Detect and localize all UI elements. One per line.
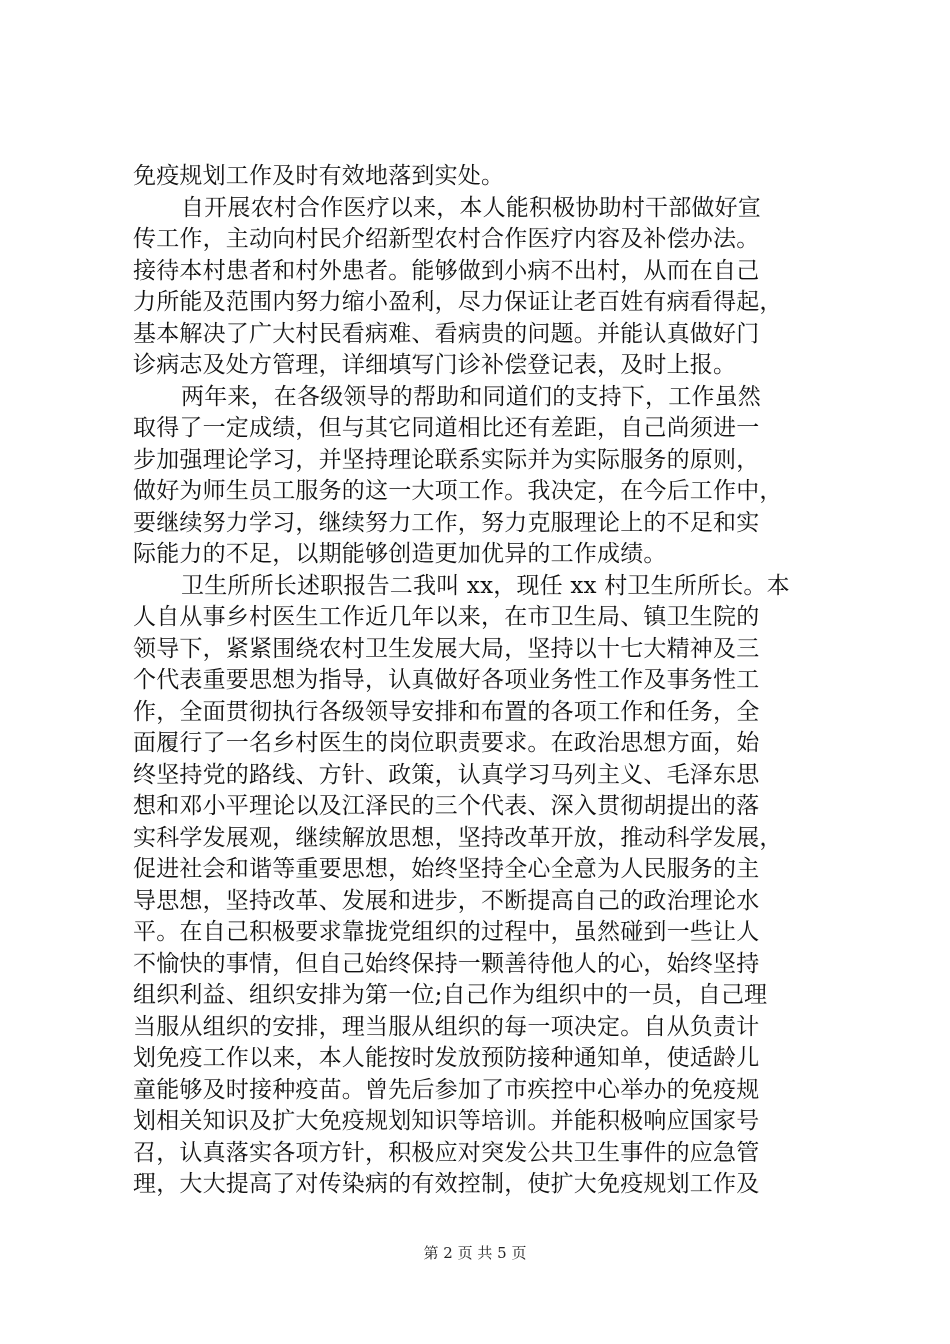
text-line: 个代表重要思想为指导，认真做好各项业务性工作及事务性工 <box>133 667 760 693</box>
text-line: 免疫规划工作及时有效地落到实处。 <box>133 163 505 189</box>
text-line: 力所能及范围内努力缩小盈利，尽力保证让老百姓有病看得起， <box>133 289 783 315</box>
text-line: 步加强理论学习，并坚持理论联系实际并为实际服务的原则， <box>133 446 760 473</box>
text-line: 想和邓小平理论以及江泽民的三个代表、深入贯彻胡提出的落 <box>133 793 760 819</box>
paragraph-first-line: 卫生所所长述职报告二我叫 xx，现任 xx 村卫生所所长。本 <box>181 572 790 599</box>
text-line: 召，认真落实各项方针，积极应对突发公共卫生事件的应急管 <box>133 1139 760 1166</box>
text-line: 不愉快的事情，但自己始终保持一颗善待他人的心，始终坚持 <box>133 950 760 977</box>
text-line: 终坚持党的路线、方针、政策，认真学习马列主义、毛泽东思 <box>133 761 760 788</box>
text-line: 导思想，坚持改革、发展和进步，不断提高自己的政治理论水 <box>133 887 760 914</box>
text-line: 际能力的不足，以期能够创造更加优异的工作成绩。 <box>133 541 667 567</box>
text-line: 做好为师生员工服务的这一大项工作。我决定，在今后工作中， <box>133 478 783 504</box>
text-line: 取得了一定成绩，但与其它同道相比还有差距，自己尚须进一 <box>133 415 760 441</box>
text-line: 作，全面贯彻执行各级领导安排和布置的各项工作和任务，全 <box>133 698 760 725</box>
paragraph-first-line: 自开展农村合作医疗以来，本人能积极协助村干部做好宣 <box>181 194 761 221</box>
text-line: 领导下，紧紧围绕农村卫生发展大局，坚持以十七大精神及三 <box>133 635 760 662</box>
text-line: 当服从组织的安排，理当服从组织的每一项决定。自从负责计 <box>133 1013 760 1040</box>
text-line: 传工作，主动向村民介绍新型农村合作医疗内容及补偿办法。 <box>133 226 760 252</box>
text-line: 接待本村患者和村外患者。能够做到小病不出村，从而在自己 <box>133 257 760 284</box>
text-line: 面履行了一名乡村医生的岗位职责要求。在政治思想方面，始 <box>133 730 760 756</box>
text-line: 划相关知识及扩大免疫规划知识等培训。并能积极响应国家号 <box>133 1108 760 1134</box>
document-body <box>133 161 833 1201</box>
text-line: 促进社会和谐等重要思想，始终坚持全心全意为人民服务的主 <box>133 856 760 882</box>
text-line: 基本解决了广大村民看病难、看病贵的问题。并能认真做好门 <box>133 320 760 347</box>
text-line: 平。在自己积极要求靠拢党组织的过程中，虽然碰到一些让人 <box>133 919 760 945</box>
text-line: 组织利益、组织安排为第一位;自己作为组织中的一员，自己理 <box>133 982 768 1008</box>
text-line: 诊病志及处方管理，详细填写门诊补偿登记表，及时上报。 <box>133 352 737 378</box>
text-line: 要继续努力学习，继续努力工作，努力克服理论上的不足和实 <box>133 509 760 536</box>
text-line: 实科学发展观，继续解放思想，坚持改革开放，推动科学发展， <box>133 824 783 851</box>
page-footer: 第 2 页 共 5 页 <box>423 1244 527 1262</box>
text-line: 人自从事乡村医生工作近几年以来，在市卫生局、镇卫生院的 <box>133 604 760 630</box>
text-line: 童能够及时接种疫苗。曾先后参加了市疾控中心举办的免疫规 <box>133 1076 760 1103</box>
paragraph-first-line: 两年来，在各级领导的帮助和同道们的支持下，工作虽然 <box>181 383 761 410</box>
text-line: 理，大大提高了对传染病的有效控制，使扩大免疫规划工作及 <box>133 1171 760 1197</box>
text-line: 划免疫工作以来，本人能按时发放预防接种通知单，使适龄儿 <box>133 1045 760 1071</box>
